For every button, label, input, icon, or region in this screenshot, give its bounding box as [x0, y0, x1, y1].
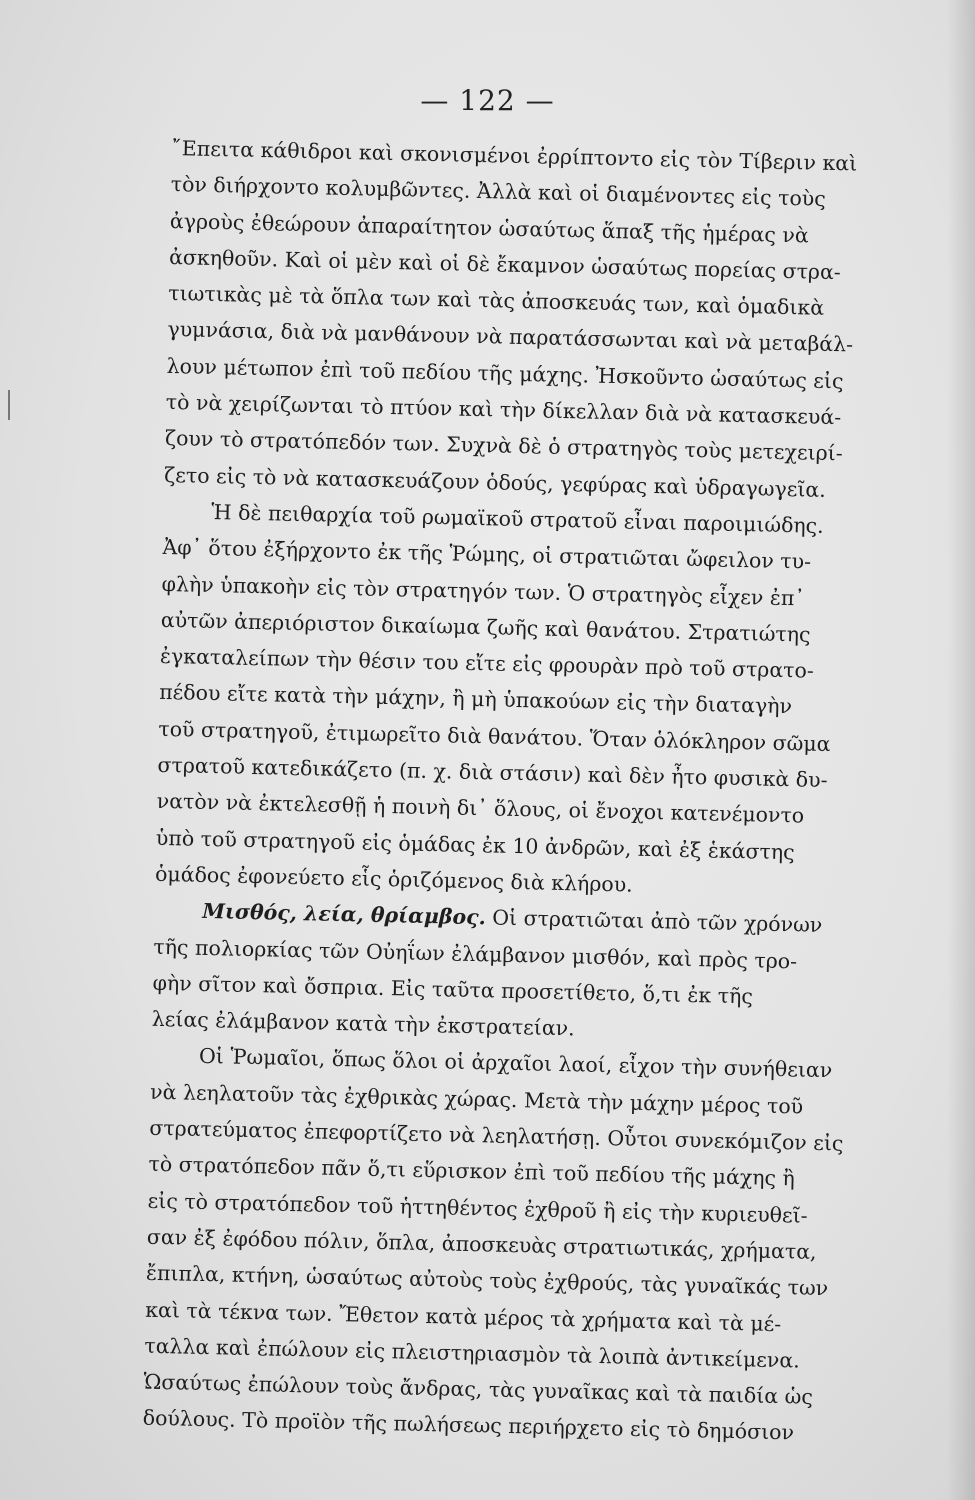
- paragraph-3: [151, 892, 924, 1055]
- text-line: Οἱ Ῥωμαῖοι, ὅπως ὅλοι οἱ ἀρχαῖοι λαοί, εἶχον τὴν συνήθειαν: [198, 1044, 833, 1083]
- text-span: Οἱ στρατιῶται ἀπὸ τῶν χρόνων: [485, 905, 823, 938]
- text-line: ὑπὸ τοῦ στρατηγοῦ εἰς ὁμάδας ἐκ 10 ἀνδρῶν, καὶ ἐξ ἑκάστης: [155, 825, 795, 864]
- text-line: ζετο εἰς τὸ νὰ κατασκευάζουν ὁδούς, γεφύρας καὶ ὑδραγωγεῖα.: [163, 462, 827, 502]
- text-line: γυμνάσια, διὰ νὰ μανθάνουν νὰ παρατάσσωνται καὶ νὰ μεταβάλ-: [167, 317, 854, 357]
- text-line: ἐγκαταλείπων τὴν θέσιν του εἴτε εἰς φρουρὰν πρὸ τοῦ στρατο-: [159, 644, 815, 683]
- text-line: ζουν τὸ στρατόπεδόν των. Συχνὰ δὲ ὁ στρατηγὸς τοὺς μετεχειρί-: [164, 426, 843, 466]
- text-line: λουν μέτωπον ἐπὶ τοῦ πεδίου τῆς μάχης. Ἠσκοῦντο ὡσαύτως εἰς: [166, 353, 844, 394]
- text-line: ἀγροὺς ἐθεώρουν ἀπαραίτητον ὡσαύτως ἅπαξ τῆς ἡμέρας νὰ: [169, 208, 809, 248]
- text-line: ἔπιπλα, κτήνη, ὡσαύτως αὐτοὺς τοὺς ἐχθρούς, τὰς γυναῖκάς των: [145, 1260, 829, 1301]
- text-line: νατὸν νὰ ἐκτελεσθῇ ἡ ποινὴ δι᾽ ὅλους, οἱ ἔνοχοι κατενέμοντο: [156, 789, 805, 828]
- text-line: εἰς τὸ στρατόπεδον τοῦ ἡττηθέντος ἐχθροῦ ἢ εἰς τὴν κυριευθεῖ-: [147, 1188, 808, 1228]
- text-line: νὰ λεηλατοῦν τὰς ἐχθρικὰς χώρας. Μετὰ τὴν μάχην μέρος τοῦ: [149, 1079, 804, 1119]
- text-line: τιωτικὰς μὲ τὰ ὅπλα των καὶ τὰς ἀποσκευάς των, καὶ ὁμαδικὰ: [168, 281, 825, 321]
- text-line: Ἡ δὲ πειθαρχία τοῦ ρωμαϊκοῦ στρατοῦ εἶναι παροιμιώδης.: [211, 499, 824, 538]
- text-line: ἀσκηθοῦν. Καὶ οἱ μὲν καὶ οἱ δὲ ἔκαμνον ὡσαύτως πορείας στρα-: [168, 244, 842, 285]
- text-line: στρατεύματος ἐπεφορτίζετο νὰ λεηλατήσῃ. Οὗτοι συνεκόμιζον εἰς: [149, 1115, 844, 1156]
- text-line: ὁμάδος ἐφονεύετο εἷς ὁριζόμενος διὰ κλήρου.: [154, 861, 634, 897]
- text-line: τὸ στρατόπεδον πᾶν ὅ,τι εὕρισκον ἐπὶ τοῦ πεδίου τῆς μάχης ἢ: [148, 1152, 796, 1191]
- text-line: φὴν σῖτον καὶ ὄσπρια. Εἰς ταῦτα προσετίθετο, ὅ,τι ἐκ τῆς: [152, 970, 754, 1009]
- text-line: καὶ τὰ τέκνα των. Ἔθετον κατὰ μέρος τὰ χρήματα καὶ τὰ μέ-: [144, 1297, 782, 1336]
- page-edge-shadow: [947, 0, 975, 1500]
- text-line: λείας ἐλάμβανον κατὰ τὴν ἐκστρατείαν.: [151, 1006, 575, 1041]
- margin-mark: [8, 390, 10, 420]
- text-line: πέδου εἴτε κατὰ τὴν μάχην, ἢ μὴ ὑπακούων εἰς τὴν διαταγὴν: [158, 680, 793, 719]
- text-line: δούλους. Τὸ προϊὸν τῆς πωλήσεως περιήρχετο εἰς τὸ δημόσιον: [142, 1406, 795, 1445]
- text-line: φλὴν ὑπακοὴν εἰς τὸν στρατηγόν των. Ὁ στρατηγὸς εἶχεν ἐπ᾽: [161, 571, 805, 611]
- text-line: Ἀφ᾽ ὅτου ἐξήρχοντο ἐκ τῆς Ῥώμης, οἱ στρατιῶται ὤφειλον τυ-: [162, 535, 812, 574]
- paragraph-1: [164, 130, 942, 510]
- text-line: ταλλα καὶ ἐπώλουν εἰς πλειστηριασμὸν τὰ λοιπὰ ἀντικείμενα.: [144, 1333, 801, 1373]
- text-line: τὸ νὰ χειρίζωνται τὸ πτύον καὶ τὴν δίκελλαν διὰ νὰ κατασκευά-: [165, 390, 842, 430]
- body-text: [142, 130, 941, 1454]
- text-line: τοῦ στρατηγοῦ, ἐτιμωρεῖτο διὰ θανάτου. Ὅταν ὁλόκληρον σῶμα: [158, 716, 831, 756]
- text-line: Ὡσαύτως ἐπώλουν τοὺς ἄνδρας, τὰς γυναῖκας καὶ τὰ παιδία ὡς: [143, 1369, 814, 1409]
- text-line: τῆς πολιορκίας τῶν Οὐηΐων ἐλάμβανον μισθόν, καὶ πρὸς τρο-: [153, 934, 798, 973]
- section-heading: Μισθός, λεία, θρίαμβος.: [202, 899, 487, 930]
- paragraph-4: [142, 1037, 921, 1454]
- page-number: — 122 —: [420, 84, 555, 117]
- paragraph-2: [155, 493, 934, 910]
- text-line: σαν ἐξ ἐφόδου πόλιν, ὅπλα, ἀποσκευὰς στρατιωτικάς, χρήματα,: [146, 1224, 817, 1264]
- text-line: αὐτῶν ἀπεριόριστον δικαίωμα ζωῆς καὶ θανάτου. Στρατιώτης: [160, 607, 811, 647]
- text-line: τὸν διήρχοντο κολυμβῶντες. Ἀλλὰ καὶ οἱ διαμένοντες εἰς τοὺς: [170, 172, 827, 212]
- text-line: στρατοῦ κατεδικάζετο (π. χ. διὰ στάσιν) καὶ δὲν ἦτο φυσικὰ δυ-: [157, 752, 828, 793]
- text-line: ῎Επειτα κάθιδροι καὶ σκονισμένοι ἐρρίπτοντο εἰς τὸν Τίβεριν καὶ: [171, 135, 858, 176]
